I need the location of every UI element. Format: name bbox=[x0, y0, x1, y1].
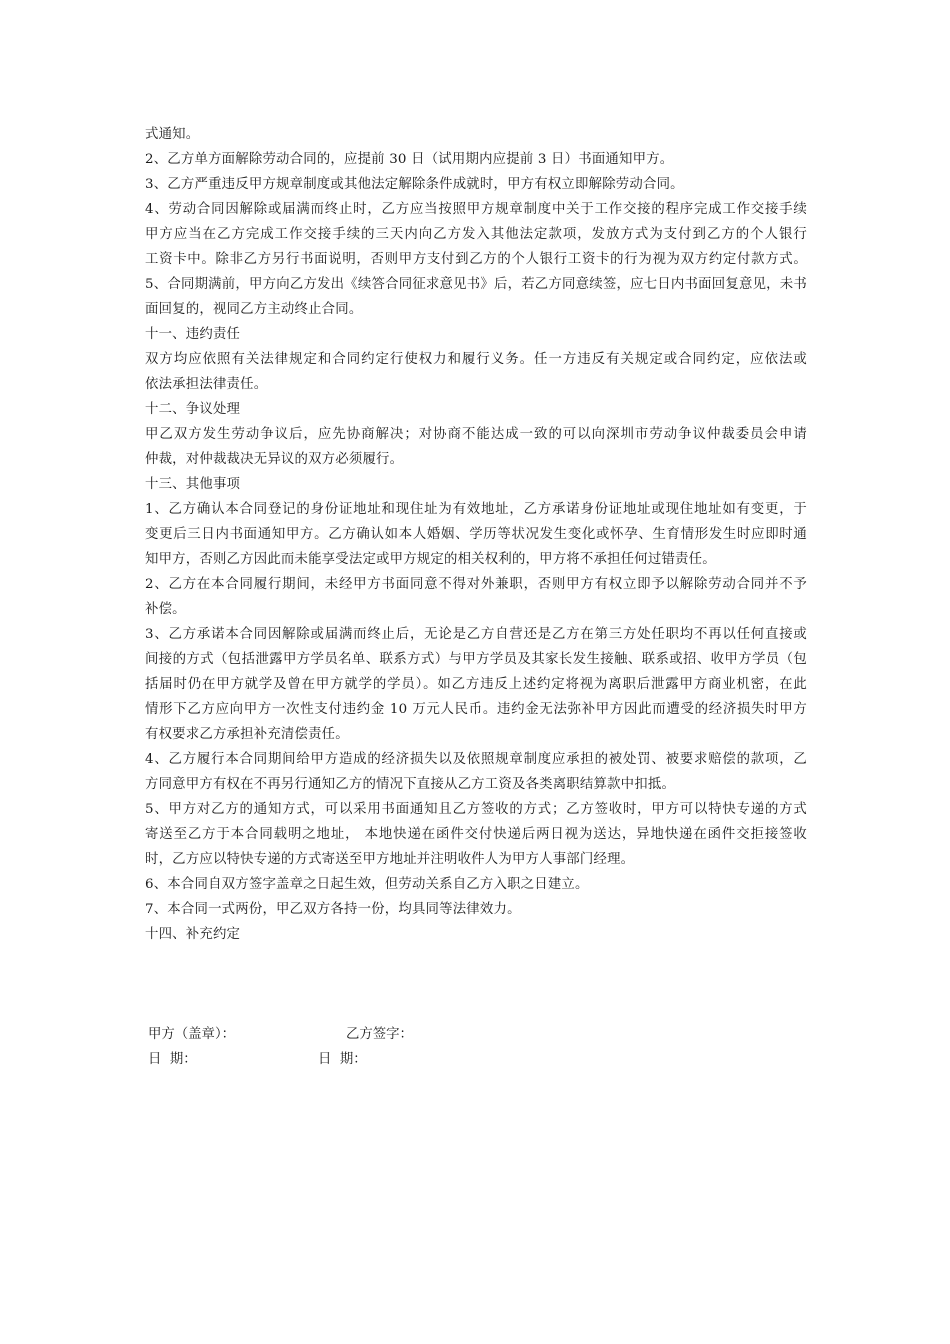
text-line: 十三、其他事项 bbox=[145, 477, 241, 492]
text-line: 补偿。 bbox=[145, 602, 186, 617]
party-b-date-label: 日 期： bbox=[318, 1052, 367, 1067]
text-line: 仲裁，对仲裁裁决无异议的双方必须履行。 bbox=[145, 452, 404, 467]
text-line: 十四、补充约定 bbox=[145, 927, 241, 942]
party-a-seal-label: 甲方（盖章）： bbox=[148, 1027, 236, 1042]
text-line: 时，乙方应以特快专递的方式寄送至甲方地址并注明收件人为甲方人事部门经理。 bbox=[145, 852, 635, 867]
text-line: 十二、争议处理 bbox=[145, 402, 241, 417]
text-line: 面回复的，视同乙方主动终止合同。 bbox=[145, 302, 363, 317]
text-line: 寄送至乙方于本合同载明之地址， 本地快递在函件交付快递后两日视为送达，异地快递在函件交拒接签收 bbox=[145, 827, 807, 842]
text-line: 双方均应依照有关法律规定和合同约定行使权力和履行义务。任一方违反有关规定或合同约定，应依法或 bbox=[145, 352, 807, 367]
text-line: 方同意甲方有权在不再另行通知乙方的情况下直接从乙方工资及各类离职结算款中扣抵。 bbox=[145, 777, 676, 792]
text-line: 间接的方式（包括泄露甲方学员名单、联系方式）与甲方学员及其家长发生接触、联系或招、收甲方学员（包 bbox=[145, 652, 807, 667]
text-line: 情形下乙方应向甲方一次性支付违约金 10 万元人民币。违约金无法弥补甲方因此而遭受的经济损失时甲方 bbox=[145, 702, 807, 717]
signature-row bbox=[148, 1025, 748, 1045]
text-line: 十一、违约责任 bbox=[145, 327, 241, 342]
text-line: 4、乙方履行本合同期间给甲方造成的经济损失以及依照规章制度应承担的被处罚、被要求赔偿的款项，乙 bbox=[145, 752, 807, 767]
text-line: 括届时仍在甲方就学及曾在甲方就学的学员）。如乙方违反上述约定将视为离职后泄露甲方商业机密，在此 bbox=[145, 677, 807, 692]
contract-body bbox=[145, 122, 807, 947]
text-line: 甲方应当在乙方完成工作交接手续的三天内向乙方发入其他法定款项，发放方式为支付到乙方的个人银行 bbox=[145, 227, 807, 242]
text-line: 有权要求乙方承担补充清偿责任。 bbox=[145, 727, 349, 742]
text-line: 3、乙方严重违反甲方规章制度或其他法定解除条件成就时，甲方有权立即解除劳动合同。 bbox=[145, 177, 684, 192]
text-line: 4、劳动合同因解除或届满而终止时，乙方应当按照甲方规章制度中关于工作交接的程序完成工作交接手续 bbox=[145, 202, 807, 217]
text-line: 工资卡中。除非乙方另行书面说明，否则甲方支付到乙方的个人银行工资卡的行为视为双方约定付款方式。 bbox=[145, 252, 807, 267]
text-line: 式通知。 bbox=[145, 127, 200, 142]
text-line: 甲乙双方发生劳动争议后，应先协商解决；对协商不能达成一致的可以向深圳市劳动争议仲裁委员会申请 bbox=[145, 427, 807, 442]
text-line: 2、乙方在本合同履行期间，未经甲方书面同意不得对外兼职，否则甲方有权立即予以解除劳动合同并不予 bbox=[145, 577, 807, 592]
text-line: 知甲方，否则乙方因此而未能享受法定或甲方规定的相关权利的，甲方将不承担任何过错责任。 bbox=[145, 552, 716, 567]
party-b-signature-label: 乙方签字： bbox=[346, 1027, 413, 1042]
text-line: 1、乙方确认本合同登记的身份证地址和现住址为有效地址，乙方承诺身份证地址或现住地址如有变更，于 bbox=[145, 502, 807, 517]
text-line: 5、甲方对乙方的通知方式，可以采用书面通知且乙方签收的方式；乙方签收时，甲方可以特快专递的方式 bbox=[145, 802, 807, 817]
text-line: 6、本合同自双方签字盖章之日起生效，但劳动关系自乙方入职之日建立。 bbox=[145, 877, 589, 892]
text-line: 5、合同期满前，甲方向乙方发出《续答合同征求意见书》后，若乙方同意续签，应七日内书面回复意见，未书 bbox=[145, 277, 807, 292]
text-line: 7、本合同一式两份，甲乙双方各持一份，均具同等法律效力。 bbox=[145, 902, 521, 917]
text-line: 变更后三日内书面通知甲方。乙方确认如本人婚姻、学历等状况发生变化或怀孕、生育情形发生时应即时通 bbox=[145, 527, 807, 542]
text-line: 2、乙方单方面解除劳动合同的，应提前 30 日（试用期内应提前 3 日）书面通知甲方。 bbox=[145, 152, 674, 167]
text-line: 依法承担法律责任。 bbox=[145, 377, 268, 392]
date-row bbox=[148, 1050, 748, 1070]
text-line: 3、乙方承诺本合同因解除或届满而终止后，无论是乙方自营还是乙方在第三方处任职均不再以任何直接或 bbox=[145, 627, 807, 642]
party-a-date-label: 日 期： bbox=[148, 1052, 197, 1067]
